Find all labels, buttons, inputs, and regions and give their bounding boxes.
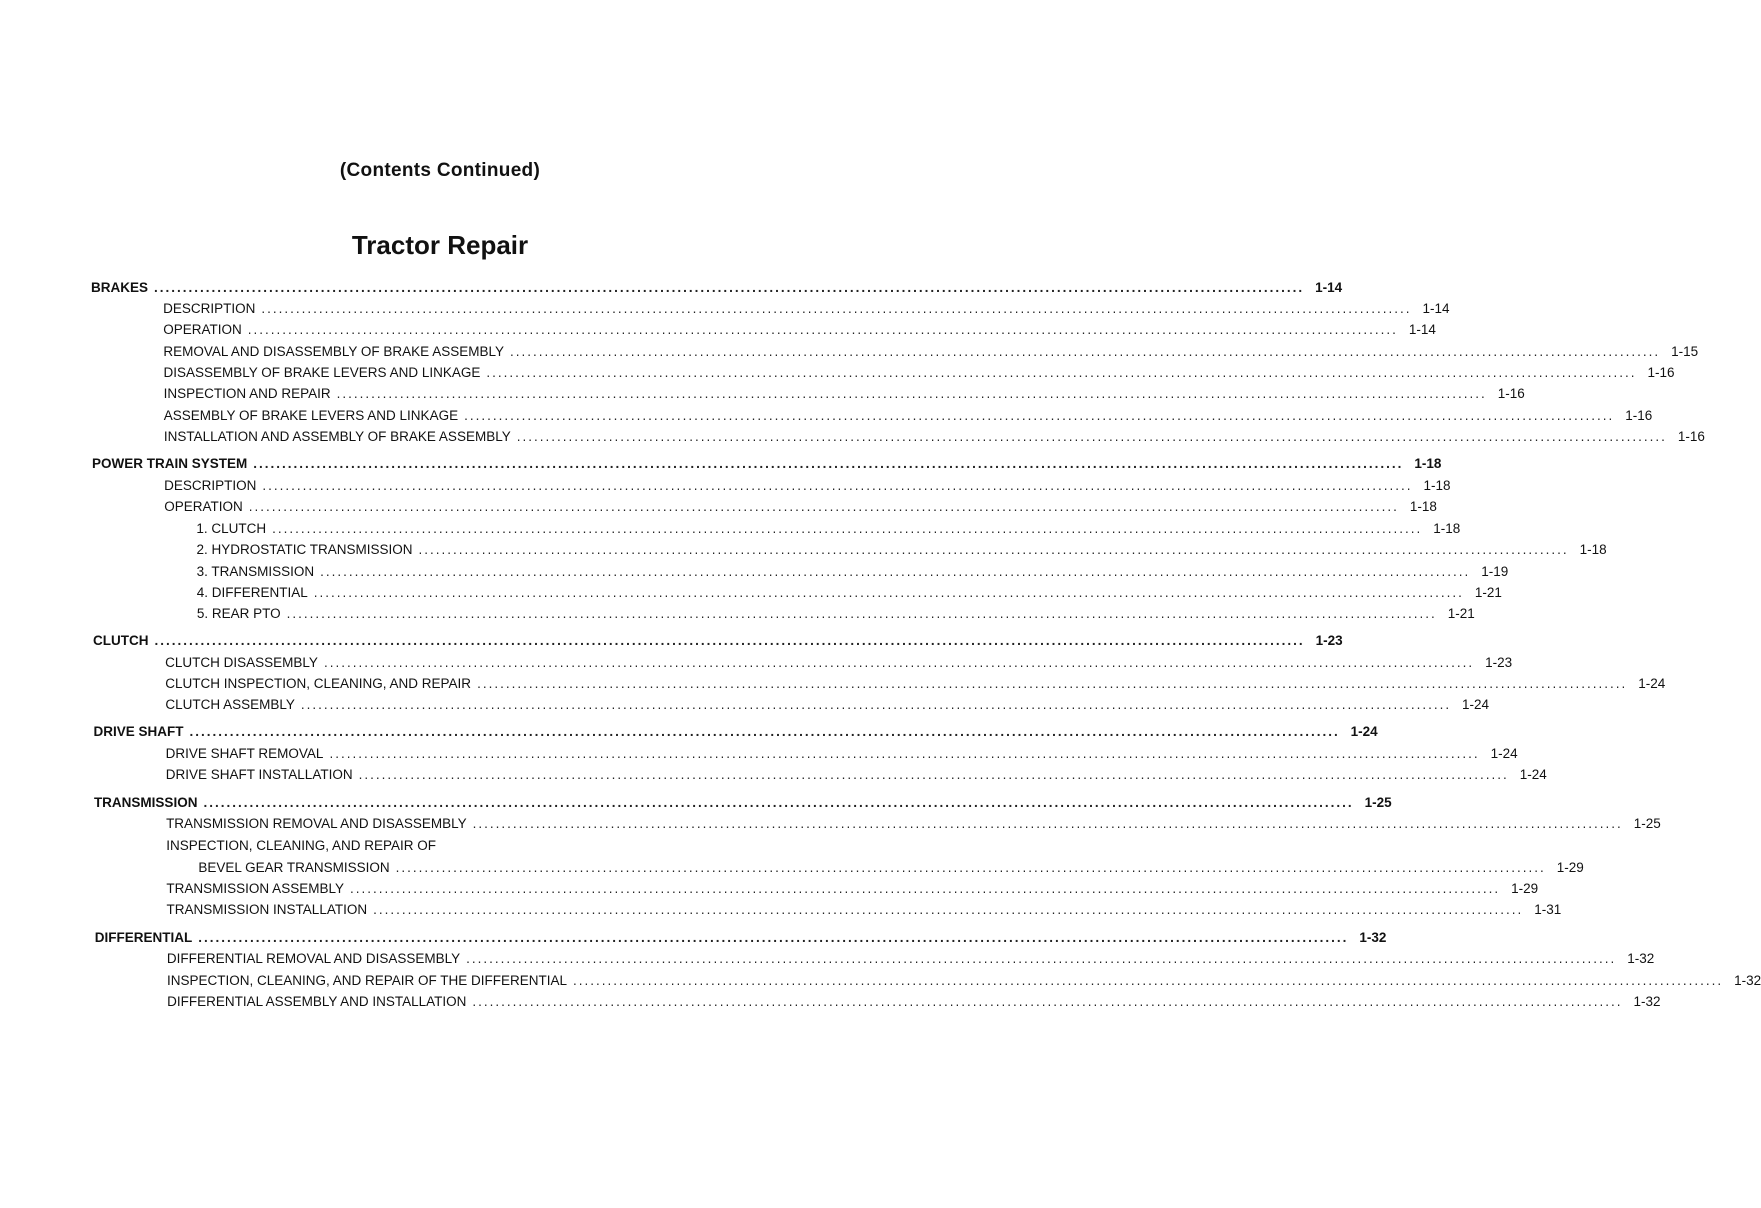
toc-entry [196,604,1475,624]
toc-entry-label: DRIVE SHAFT REMOVAL [165,746,324,761]
toc-entry-page: 1-18 [1423,478,1451,493]
toc-entry [166,971,1761,991]
toc-entry-page: 1-21 [1447,606,1475,621]
toc-entry [165,744,1518,764]
toc-entry-label: 4. DIFFERENTIAL [196,585,308,600]
toc-entry-label: REMOVAL AND DISASSEMBLY OF BRAKE ASSEMBLY [163,344,504,359]
toc-leader-dots: ........................................................................................................................................................................................................ [154,280,1305,295]
toc-section-entry [92,454,1442,474]
toc-entry-label: CLUTCH DISASSEMBLY [165,655,318,670]
toc-entry-label: OPERATION [164,499,243,514]
toc-leader-dots: ........................................................................................................................................................................................................ [203,795,1354,810]
toc-leader-dots: ........................................................................................................................................................................................................ [272,521,1423,536]
toc-entry-label: ASSEMBLY OF BRAKE LEVERS AND LINKAGE [163,408,459,423]
toc-leader-dots: ........................................................................................................................................................................................................ [358,767,1509,782]
page-title: Tractor Repair [351,230,529,260]
contents-continued-heading: (Contents Continued) [339,160,541,181]
toc-entry-label: DESCRIPTION [164,478,257,493]
toc-entry-page: 1-14 [1408,322,1436,337]
toc-leader-dots: ........................................................................................................................................................................................................ [189,724,1340,739]
toc-entry [165,765,1547,785]
toc-leader-dots: ........................................................................................................................................................................................................ [198,930,1349,945]
toc-entry [164,476,1451,496]
toc-leader-dots: ........................................................................................................................................................................................................ [248,499,1399,514]
toc-entry-page: 1-24 [1490,746,1518,761]
toc-entry [163,320,1436,340]
toc-entry-label: TRANSMISSION INSTALLATION [166,902,368,917]
toc-entry [166,814,1661,834]
toc-entry-page: 1-16 [1647,365,1675,380]
toc-leader-dots: ........................................................................................................................................................................................................ [286,606,1437,621]
toc-entry-page: 1-32 [1359,930,1387,945]
toc-leader-dots: ........................................................................................................................................................................................................ [329,746,1480,761]
toc-leader-dots: ........................................................................................................................................................................................................ [509,344,1661,359]
toc-entry-page: 1-16 [1677,429,1705,444]
toc-entry [163,406,1653,426]
toc-leader-dots: ........................................................................................................................................................................................................ [418,542,1569,557]
toc-entry-label: TRANSMISSION ASSEMBLY [166,881,344,896]
toc-entry [163,342,1699,362]
toc-entry [196,562,1509,582]
toc-leader-dots: ........................................................................................................................................................................................................ [261,301,1412,316]
toc-entry-label: 3. TRANSMISSION [196,564,315,579]
toc-entry [198,858,1584,878]
toc-entry [163,384,1525,404]
toc-entry-page: 1-21 [1474,585,1502,600]
toc-entry [196,519,1461,539]
toc-entry-page: 1-15 [1671,344,1699,359]
toc-entry [164,497,1437,517]
toc-entry-label: DRIVE SHAFT [93,724,184,739]
toc-entry-page: 1-31 [1534,902,1562,917]
toc-leader-dots: ........................................................................................................................................................................................................ [247,322,1398,337]
toc-entry [196,540,1607,560]
toc-entry-label: INSPECTION AND REPAIR [163,386,331,401]
toc-entry-page: 1-18 [1433,521,1461,536]
toc-leader-dots: ........................................................................................................................................................................................................ [464,408,1615,423]
toc-entry-page: 1-16 [1497,386,1525,401]
toc-entry-page: 1-29 [1511,881,1539,896]
toc-entry [167,992,1661,1012]
toc-leader-dots: ........................................................................................................................................................................................................ [477,676,1628,691]
toc-entry-page: 1-16 [1625,408,1653,423]
toc-section-entry [94,928,1387,948]
toc-entry [166,879,1539,899]
toc-leader-dots: ........................................................................................................................................................................................................ [472,816,1623,831]
toc-entry [165,695,1490,715]
toc-entry-label: OPERATION [163,322,242,337]
toc-entry [165,653,1513,673]
toc-entry-page: 1-25 [1364,795,1392,810]
toc-leader-dots: ........................................................................................................................................................................................................ [320,564,1471,579]
toc-leader-dots: ........................................................................................................................................................................................................ [486,365,1637,380]
toc-entry-label: POWER TRAIN SYSTEM [92,456,248,471]
toc-entry-label: DRIVE SHAFT INSTALLATION [165,767,353,782]
toc-entry [165,674,1666,694]
toc-leader-dots: ........................................................................................................................................................................................................ [323,655,1475,670]
toc-leader-dots: ........................................................................................................................................................................................................ [336,386,1487,401]
toc-leader-dots: ........................................................................................................................................................................................................ [349,881,1501,896]
toc-leader-dots: ........................................................................................................................................................................................................ [313,585,1464,600]
toc-entry-label: CLUTCH ASSEMBLY [165,697,295,712]
toc-entry-label: BEVEL GEAR TRANSMISSION [198,860,390,875]
toc-entry-label: 1. CLUTCH [196,521,267,536]
toc-entry-page: 1-24 [1519,767,1547,782]
toc-entry-page: 1-32 [1627,951,1655,966]
toc-entry-label: TRANSMISSION REMOVAL AND DISASSEMBLY [166,816,467,831]
toc-entry-label: DISASSEMBLY OF BRAKE LEVERS AND LINKAGE [163,365,481,380]
toc-entry [196,583,1502,603]
toc-entry-page: 1-18 [1409,499,1437,514]
toc-entry-page: 1-23 [1315,633,1343,648]
toc-section-entry [93,793,1392,813]
toc-leader-dots: ........................................................................................................................................................................................................ [300,697,1452,712]
toc-entry-page: 1-19 [1481,564,1509,579]
toc-entry-label: DESCRIPTION [163,301,256,316]
toc-entry-label: CLUTCH INSPECTION, CLEANING, AND REPAIR [165,676,472,691]
toc-section-entry [91,278,1343,298]
toc-section-entry [93,722,1378,742]
toc-entry-label: DIFFERENTIAL ASSEMBLY AND INSTALLATION [167,994,467,1009]
toc-leader-dots: ........................................................................................................................................................................................................ [373,902,1524,917]
toc-entry [163,427,1705,447]
toc-entry-label: TRANSMISSION [93,795,198,810]
toc-entry [166,836,809,856]
toc-leader-dots: ........................................................................................................................................................................................................ [516,429,1667,444]
toc-entry-label: 5. REAR PTO [196,606,281,621]
toc-entry-page: 1-24 [1638,676,1666,691]
toc-leader-dots: ........................................................................................................................................................................................................ [253,456,1404,471]
toc-leader-dots: ........................................................................................................................................................................................................ [466,951,1617,966]
toc-entry-label: DIFFERENTIAL [94,930,193,945]
toc-entry-page: 1-29 [1556,860,1584,875]
toc-leader-dots: ........................................................................................................................................................................................................ [472,994,1623,1009]
toc-entry [163,363,1675,383]
toc-entry-label: INSPECTION, CLEANING, AND REPAIR OF [166,838,436,853]
toc-leader-dots: ........................................................................................................................................................................................................ [395,860,1546,875]
toc-section-entry [93,631,1343,651]
toc-entry [166,900,1562,920]
toc-entry-page: 1-14 [1422,301,1450,316]
toc-entry-page: 1-24 [1350,724,1378,739]
toc-entry-page: 1-25 [1633,816,1661,831]
toc-leader-dots: ........................................................................................................................................................................................................ [262,478,1413,493]
toc-entry-page: 1-32 [1734,973,1761,988]
toc-entry-page: 1-24 [1462,697,1490,712]
toc-entry-label: 2. HYDROSTATIC TRANSMISSION [196,542,413,557]
toc-leader-dots: ........................................................................................................................................................................................................ [154,633,1305,648]
toc-entry-page: 1-23 [1485,655,1513,670]
toc-entry-label: INSPECTION, CLEANING, AND REPAIR OF THE DIFFERENTIAL [166,973,568,988]
toc-entry-label: CLUTCH [93,633,149,648]
toc-entry [166,949,1655,969]
toc-entry-label: BRAKES [91,280,149,295]
toc-leader-dots: ........................................................................................................................................................................................................ [573,973,1724,988]
toc-entry-page: 1-18 [1579,542,1607,557]
toc-entry [163,299,1450,319]
toc-entry-page: 1-32 [1633,994,1661,1009]
toc-entry-label: DIFFERENTIAL REMOVAL AND DISASSEMBLY [166,951,461,966]
toc-entry-page: 1-14 [1315,280,1343,295]
toc-entry-label: INSTALLATION AND ASSEMBLY OF BRAKE ASSEMBLY [163,429,511,444]
toc-entry-page: 1-18 [1414,456,1442,471]
